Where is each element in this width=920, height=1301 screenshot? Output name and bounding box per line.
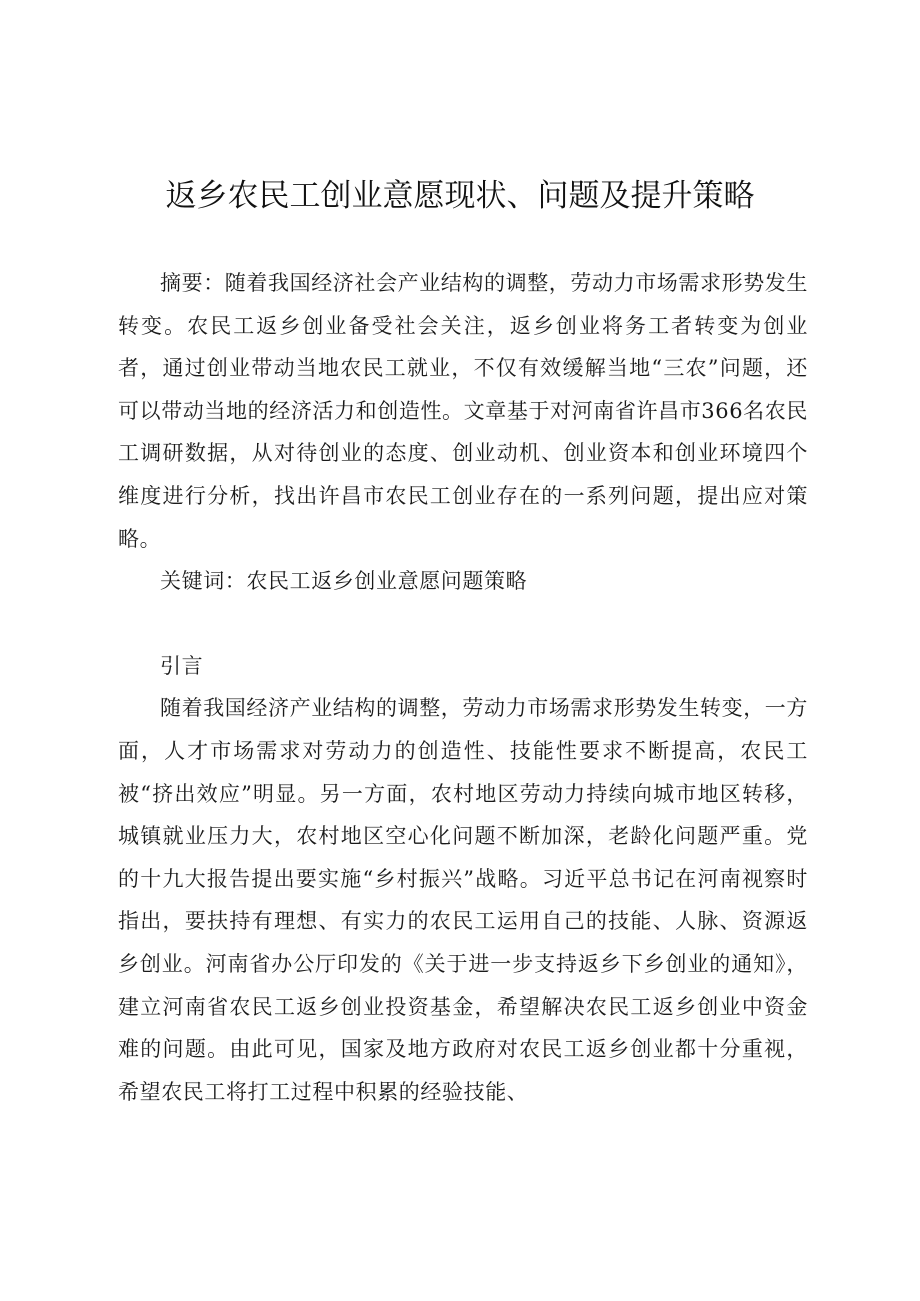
keywords-line: 关键词：农民工返乡创业意愿问题策略 (160, 569, 528, 594)
section-heading-introduction: 引言 (160, 653, 204, 678)
document-title: 返乡农民工创业意愿现状、问题及提升策略 (165, 178, 755, 214)
abstract-paragraph: 摘要：随着我国经济社会产业结构的调整，劳动力市场需求形势发生转变。农民工返乡创业备受社会关注，返乡创业将务工者转变为创业者，通过创业带动当地农民工就业，不仅有效缓解当地“三农”问题，还可以带动当地的经济活力和创造性。文章基于对河南省许昌市366名农民工调研数据，从对待创业的态度、创业动机、创业资本和创业环境四个维度进行分析，找出许昌市农民工创业存在的一系列问题，提出应对策略。 (118, 271, 808, 551)
introduction-paragraph: 随着我国经济产业结构的调整，劳动力市场需求形势发生转变，一方面，人才市场需求对劳动力的创造性、技能性要求不断提高，农民工被“挤出效应”明显。另一方面，农村地区劳动力持续向城市地区转移，城镇就业压力大，农村地区空心化问题不断加深，老龄化问题严重。党的十九大报告提出要实施“乡村振兴”战略。习近平总书记在河南视察时指出，要扶持有理想、有实力的农民工运用自己的技能、人脉、资源返乡创业。河南省办公厅印发的《关于进一步支持返乡下乡创业的通知》，建立河南省农民工返乡创业投资基金，希望解决农民工返乡创业中资金难的问题。由此可见，国家及地方政府对农民工返乡创业都十分重视，希望农民工将打工过程中积累的经验技能、 (118, 696, 808, 1104)
document-body (118, 262, 808, 1113)
